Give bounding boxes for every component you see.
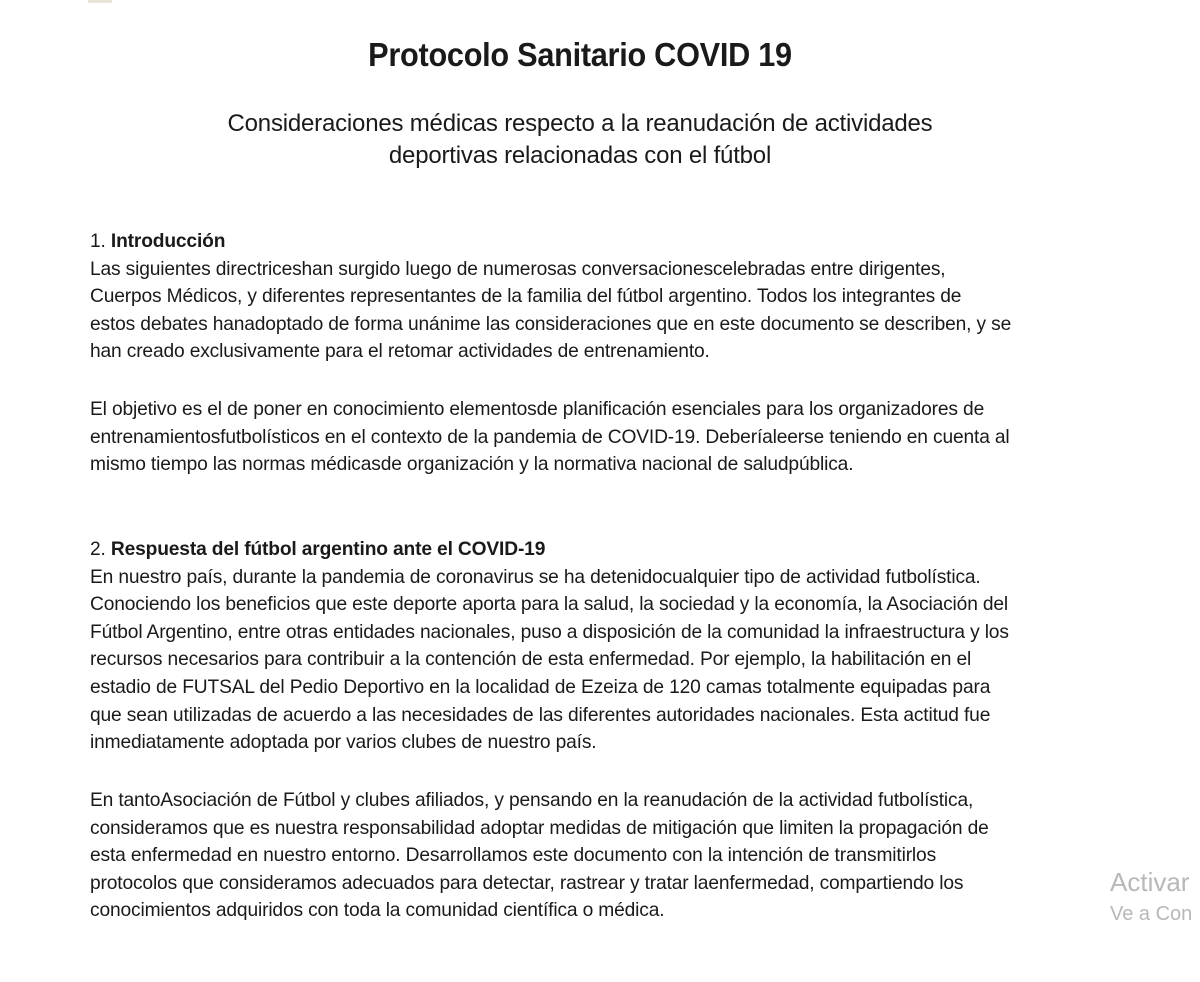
section-heading-text: Respuesta del fútbol argentino ante el COVID-19: [110, 539, 546, 560]
paragraph-line: El objetivo es el de poner en conocimiento elementosde planificación esenciales para los organizadores de: [90, 399, 985, 420]
activation-watermark-subtitle: Ve a Con: [1110, 903, 1193, 925]
section-heading: [90, 536, 1090, 564]
section-introduccion-paragraph-2: [90, 396, 1090, 479]
paragraph-line: consideramos que es nuestra responsabilidad adoptar medidas de mitigación que limiten la propagación de: [90, 817, 989, 839]
paragraph-line: En tantoAsociación de Fútbol y clubes afiliados, y pensando en la reanudación de la actividad futbolística,: [90, 790, 974, 811]
paragraph-line: que sean utilizadas de acuerdo a las necesidades de las diferentes autoridades nacionales. Esta actitud fue: [90, 704, 991, 726]
section-respuesta-paragraph-2: [90, 787, 1090, 925]
subtitle-line: Consideraciones médicas respecto a la reanudación de actividades: [227, 110, 933, 137]
paragraph-line: han creado exclusivamente para el retomar actividades de entrenamiento.: [90, 341, 710, 363]
document-subtitle: [0, 108, 1160, 172]
paragraph-line: En nuestro país, durante la pandemia de coronavirus se ha detenidocualquier tipo de actividad futbolística.: [90, 566, 981, 588]
paragraph-line: recursos necesarios para contribuir a la contención de esta enfermedad. Por ejemplo, la habilitación en el: [90, 649, 972, 671]
top-edge-mark: [88, 0, 112, 3]
section-number: 2.: [90, 539, 106, 560]
paragraph-line: Cuerpos Médicos, y diferentes representantes de la familia del fútbol argentino. Todos los integrantes de: [90, 286, 962, 308]
paragraph-line: conocimientos adquiridos con toda la comunidad científica o médica.: [90, 900, 665, 922]
paragraph-line: estadio de FUTSAL del Pedio Deportivo en la localidad de Ezeiza de 120 camas totalmente equipadas para: [90, 676, 991, 698]
paragraph-line: inmediatamente adoptada por varios clubes de nuestro país.: [90, 732, 597, 754]
paragraph-line: Conociendo los beneficios que este deporte aporta para la salud, la sociedad y la economía, la Asociación del: [90, 594, 1009, 616]
activation-watermark-title: Activar: [1110, 867, 1190, 897]
section-heading: [90, 228, 1090, 256]
paragraph-line: Fútbol Argentino, entre otras entidades nacionales, puso a disposición de la comunidad la infraestructura y los: [90, 621, 1009, 643]
section-introduccion: [90, 228, 1090, 366]
paragraph-line: entrenamientosfutbolísticos en el contexto de la pandemia de COVID-19. Deberíaleerse teniendo en cuenta al: [90, 426, 1010, 448]
section-heading-text: Introducción: [110, 231, 226, 252]
paragraph-line: mismo tiempo las normas médicasde organización y la normativa nacional de saludpública.: [90, 454, 854, 476]
paragraph-line: protocolos que consideramos adecuados para detectar, rastrear y tratar laenfermedad, compartiendo los: [90, 872, 964, 894]
document-title: Protocolo Sanitario COVID 19: [368, 36, 792, 73]
section-number: 1.: [90, 231, 106, 252]
paragraph-line: estos debates hanadoptado de forma unánime las consideraciones que en este documento se describen, y se: [90, 313, 1012, 335]
subtitle-line: deportivas relacionadas con el fútbol: [388, 142, 772, 169]
paragraph-line: esta enfermedad en nuestro entorno. Desarrollamos este documento con la intención de transmitirlos: [90, 845, 937, 867]
section-respuesta: [90, 536, 1090, 757]
paragraph-line: Las siguientes directriceshan surgido luego de numerosas conversacionescelebradas entre dirigentes,: [90, 258, 946, 280]
